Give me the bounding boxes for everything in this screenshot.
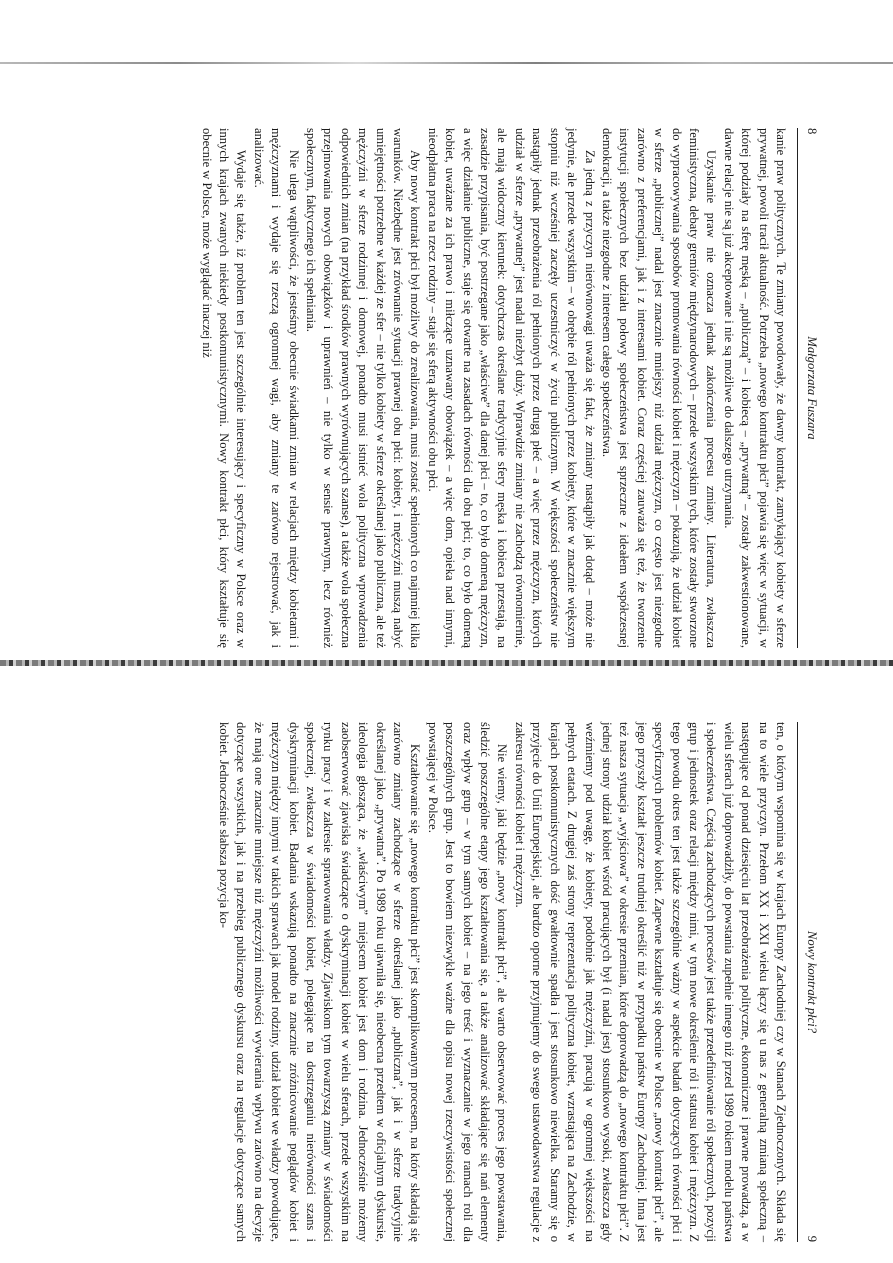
- paragraph: Aby nowy kontrakt płci był możliwy do zrealizowania, musi zostać spełnionych co najmniej kilka warunków. Niezbędne jest zrównanie sytuacji prawnej obu płci: kobiety, i mężczyźni muszą nabyć umiejętności potrzebne w każdej ze sfer – nie tylko kobiety w sferze określanej jako publiczna, ale też mężczyźni w sferze rodzinnej i domowej, ponadto musi istnieć wola polityczna wprowadzenia odpowiednich zmian (na przykład środków prawnych wyrównujących szanse), a także wola społeczna przejmowania nowych obowiązków i uprawnień – nie tylko w sensie prawnym, lecz również społecznym, faktycznego ich spełniania.: [304, 128, 423, 648]
- paragraph: Uzyskanie praw nie oznacza jednak zakończenia procesu zmiany. Literatura, zwłaszcza feministyczna, debaty gremiów międzynarodowych – przede wszystkim tych, które zostały stworzone do wypracowywania sposobów promowania równości kobiet i mężczyzn – pokazują, że udział kobiet w sferze „publicznej” nadal jest znacznie mniejszy niż udział mężczyzn, co często jest niezgodne zarówno z preferencjami, jak i z interesami kobiet. Coraz częściej zauważa się też, że tworzenie instytucji społecznych bez udziału połowy społeczeństwa jest sprzeczne z ideałem współczesnej demokracji, a także niezgodne z interesem całego społeczeństwa.: [599, 128, 719, 648]
- paragraph: Nie wiemy, jaki będzie „nowy kontrakt płci”, ale warto obserwować proces jego powstawania, śledzić poszczególne etapy jego kształtowania się, a także analizować składające się nań elementy oraz wpływ grup – w tym samych kobiet – na jego treść i wyznaczanie w jego ramach roli dla poszczególnych grup. Jest to bowiem niezwykle ważne dla opisu nowej rzeczywistości społecznej powstającej w Polsce.: [425, 722, 510, 1242]
- scan-edge-top: [0, 62, 893, 64]
- paragraph: Kształtowanie się „nowego kontraktu płci” jest skomplikowanym procesem, na który składają się zarówno zmiany zachodzące w sferze określanej jako „publiczna”, jak i w sferze tradycyjnie określanej jako „prywatna”. Po 1989 roku ujawniła się, nieobecna przedtem w oficjalnym dyskursie, ideologia głosząca, że „właściwym” miejscem kobiet jest dom i rodzina. Jednocześnie możemy zaobserwować zjawiska świadczące o dyskryminacji kobiet w wielu sferach, przede wszystkim na rynku pracy i w zakresie sprawowania władzy. Zjawiskom tym towarzyszą zmiany w świadomości społecznej, zwłaszcza w świadomości kobiet, polegające na dostrzeganiu nierówności szans i dyskryminacji kobiet. Badania wskazują ponadto na znacznie zróżnicowanie poglądów kobiet i mężczyzn między innymi w takich sprawach jak model rodziny, udział kobiet we władzy powodujące, że mają one znacznie mniejsze niż mężczyźni możliwości wywierania wpływu zarówno na decyzje dotyczące wszystkich, jak i na przebieg publicznego dyskursu oraz na regulacje dotyczące samych kobiet. Jednocześnie słabsza pozycja ko-: [217, 722, 423, 1242]
- page-number: 9: [805, 1235, 819, 1242]
- running-header: [797, 128, 820, 648]
- paragraph: Za jedną z przyczyn nierównowagi uważa się fakt, że zmiany nastąpiły jak dotąd – może nie jedynie, ale przede wszystkim – w obrębie ról pełnionych przez kobiety, które w znacznie większym stopniu niż wcześniej zaczęły uczestniczyć w życiu publicznym. W większości społeczeństw nie nastąpiły jednak przeobrażenia ról pełnionych przez drugą płeć – a więc przez mężczyzn, których udział w sferze „prywatnej” jest nadal niezbyt duży. Wprawdzie zmiany nie zachodzą równomiernie, ale mają widoczny kierunek: dotychczas określane tradycyjnie sfery męska i kobieca przestają, na zasadzie przypisania, być postrzegane jako „właściwe” dla danej płci – to, co było domeną mężczyzn, a więc działanie publiczne, staje się otwarte na zasadach równości dla obu płci; to, co było domeną kobiet, uważane za ich prawo i miłczące uznawany obowiązek – a więc dom, opieka nad innymi, nieodpłatna praca na rzecz rodziny – staje się sferą aktywności obu płci.: [425, 128, 597, 648]
- running-title: Nowy kontrakt płci?: [805, 930, 819, 1034]
- running-title: Małgorzata Fuszara: [805, 336, 819, 440]
- paragraph: Nie ulega wątpliwości, że jesteśmy obecnie świadkami zmian w relacjach między kobietami i mężczyznami i wydaje się rzeczą ogromnej wagi, aby zmiany te zarówno rejestrować, jak i analizować.: [251, 128, 301, 648]
- page-number: 8: [805, 128, 819, 135]
- book-page-8: [50, 128, 820, 648]
- paragraph: ten, o którym wspomina się w krajach Europy Zachodniej czy w Stanach Zjednoczonych. Składa się na to wiele przyczyn. Przełom XX i XXI wieku łączy się u nas z generalną zmianą społeczną – następujące od ponad dziesięciu lat przeobrażenia polityczne, ekonomiczne i prawne prowadzą, a w wielu sferach już doprowadziły, do powstania zupełnie innego niż przed 1989 rokiem modelu państwa i społeczeństwa. Częścią zachodzących procesów jest także przedefiniowanie ról społecznych, pozycji grup i jednostek oraz relacji między nimi, w tym nowe określenie ról i statusu kobiet i mężczyzn. Z tego powodu okres ten jest także szczególnie ważny w aspekcie badań dotyczących równości płci i specyficznych problemów kobiet. Zapewne kształtuje się obecnie w Polsce „nowy kontrakt płci”, ale jego przyszły kształt jeszcze trudniej określić niż w przypadku państw Europy Zachodniej. Inna jest też nasza sytuacja „wyjściowa” w okresie przemian, które doprowadzą do „nowego kontraktu płci”. Z jednej strony udział kobiet wśród pracujących był (i nadal jest) stosunkowo wysoki, zwłaszcza gdy weźmiemy pod uwagę, że kobiety, podobnie jak mężczyźni, pracują w ogromnej większości na pełnych etatach. Z drugiej zaś strony reprezentacja polityczna kobiet, wzrastająca na Zachodzie, w krajach postkomunistycznych dość gwałtownie spadła i jest stosunkowo niewielka. Staramy się o przyjęcie do Unii Europejskiej, ale bardzo oporne przyjmujemy do swego ustawodawstwa regulacje z zakresu równości kobiet i mężczyzn.: [512, 722, 788, 1242]
- paragraph: Wydaje się także, iż problem ten jest szczególnie interesujący i specyficzny w Polsce oraz w innych krajach zwanych niekiedy postkomunistycznymi. Nowy kontrakt płci, który kształtuje się obecnie w Polsce, może wyglądać inaczej niż: [199, 128, 249, 648]
- book-page-9: [50, 722, 820, 1242]
- paragraph: kanie praw politycznych. Te zmiany powodowały, że dawny kontrakt, zamykający kobiety w sferze prywatnej, powoli tracił aktualność. Potrzeba „nowego kontraktu płci” pojawia się więc w sytuacji, w której podziały na sferę męską – „publiczną” – i kobiecą – „prywatną” – zostały zakwestionowane, dawne relacje nie są już akceptowane i nie są możliwe do dalszego utrzymania.: [721, 128, 788, 648]
- running-header: [797, 722, 820, 1242]
- scan-gutter: [0, 660, 893, 666]
